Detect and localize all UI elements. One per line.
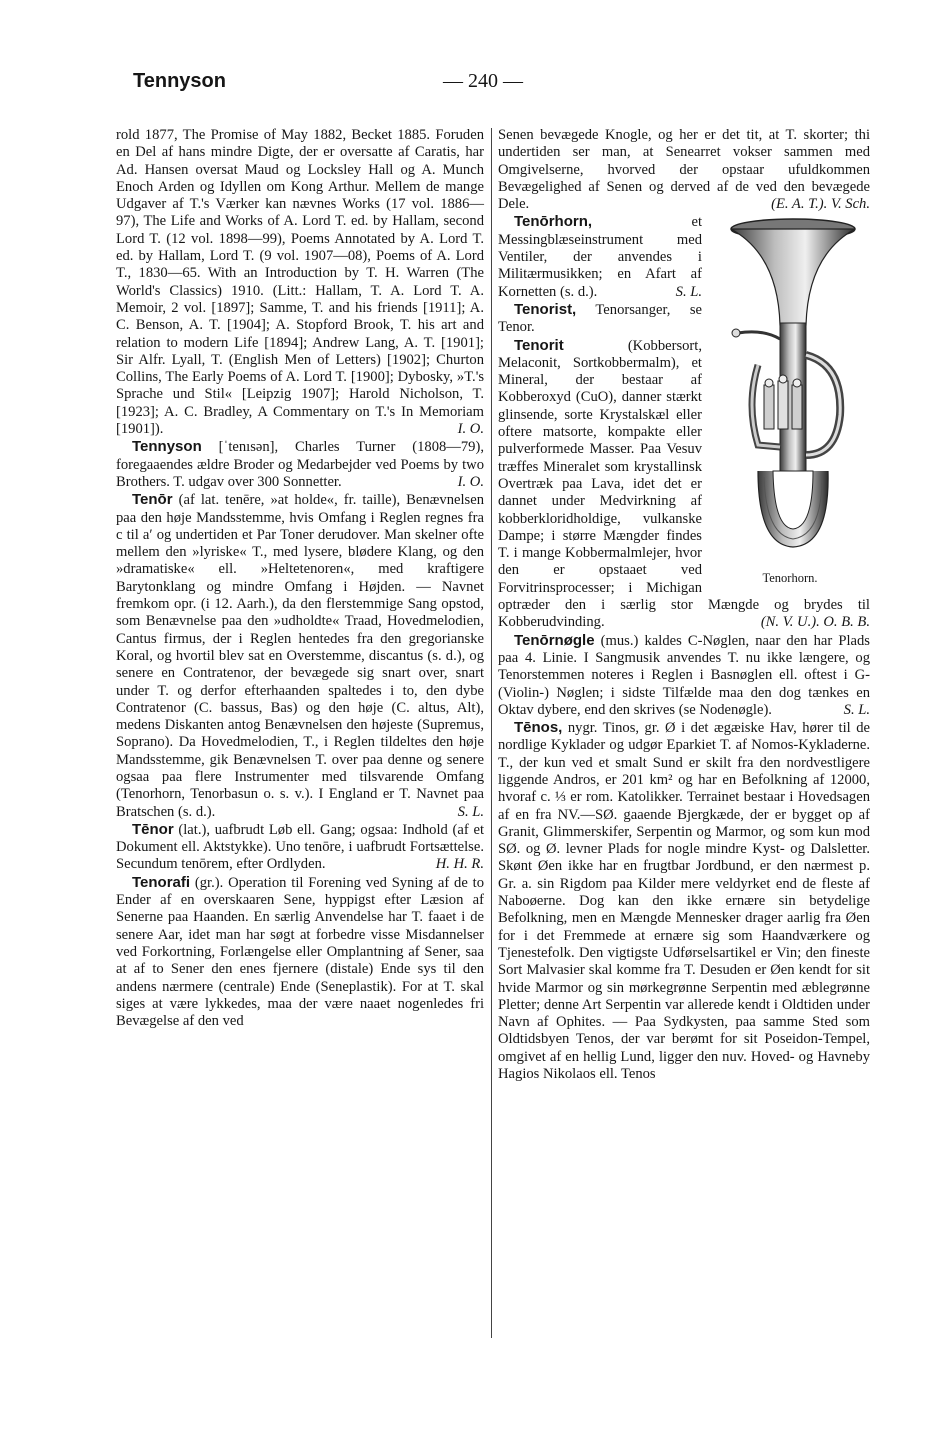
entry-text: rold 1877, The Promise of May 1882, Becket 1885. Foruden en Del af hans mindre Digte, der er oversatte af Caratis, har Ad. Hansen oversat Maud og Locksley Hall og A. Munch Enoch Arden og Idyllen om Kong Arthur. Mellem de mange Udgaver af T.'s Værker kan nævnes Works (17 vol. 1886—97), The Life and Works of A. Lord T. ed. by Hallam, second Lord T. (12 vol. 1898—99), Poems Annotated by A. Lord T. ed. by Hallam, Lord T. (9 vol. 1907—08), Poems of A. Lord T., 1830—65. With an Introduction by T. H. Warren (The World's Classics) 1910. (Litt.: Hallam, T. A. Lord T. A. Memoir, 2 vol. [1897]; Samme, T. and his friends [1911]; A. C. Benson, A. T. [1904]; A. Stopford Brook, T. his art and relation to modern Life [1894]; Andrew Lang, A. T. [1901]; Sir Alfr. Lyall, T. (English Men of Letters) [1902]; Churton Collins, The Early Poems of A. Lord T. [1900]; Dybosky, »T.'s Sprache und Stil« [Leipzig 1907]; Harold Nicholson, T. [1923]; A. C. Bradley, A Commentary on T.'s In Memoriam [1901]). xyxy=(116,127,484,438)
left-column xyxy=(116,127,484,1030)
entry-headword: Tenorist, xyxy=(514,300,577,318)
column-divider xyxy=(491,128,492,1338)
entry-headword: Tenōrhorn, xyxy=(514,213,593,231)
entry-headword: Tenōr xyxy=(132,491,173,509)
entry-tenorafi xyxy=(116,874,484,1031)
right-column xyxy=(498,127,870,1083)
entry-headword: Tenōrnøgle xyxy=(514,631,595,649)
entry-text: [ˈtenısən], Charles Turner (1808—79), foregaaendes ældre Broder og Medarbejder ved Poems by two Brothers. T. udgav over 300 Sonnetter. xyxy=(116,439,484,490)
entry-text: (Kobbersort, Melaconit, Sortkobbermalm), et Mineral, der bestaar af Kobberoxyd (CuO), danner stærkt glinsende, sorte Krystalskæl eller oftere matsorte, kompakte eller pulverformede Masser. Paa Vesuv træffes Mineralet som krystallinsk Overtræk paa Lava, idet det er dannet under Medvirkning af kobberkloridholdige, vulkanske Dampe; i større Mængder findes T. i mange Kobbermalmlejer, hvor den er opstaaet ved Forvitrinsprocesser; i Michigan optræder den i særlig stor Mængde og brydes til Kobberudvinding. xyxy=(498,337,870,631)
author-signature: I. O. xyxy=(457,473,484,490)
author-signature: (E. A. T.). V. Sch. xyxy=(771,196,870,213)
entry-text: nygr. Tinos, gr. Ø i det ægæiske Hav, hører til de nordlige Kyklader og udgør Eparkiet T. af Nomos-Kykladerne. T., der kun ved et smalt Sund er skilt fra den nordvestligere liggende Andros, er 201 km² og har en Befolkning af 12000, hvoraf c. ⅓ er rom. Katolikker. Terrainet bestaar i Hovedsagen af en fra NV.—SØ. gaaende Bjergkæde, der er bygget op af Granit, Glimmerskifer, Serpentin og Marmor, og som kun mod SØ. og Ø. levner Plads for nogle mindre Kyst- og Dalsletter. Skønt Øen ikke har en frugtbar Jordbund, er den nærmest p. Gr. a. sin Rigdom paa Kilder mere veldyrket end de fleste af Naboøerne. Dog kan den ikke ernære sin betydelige Befolkning, men en Mængde Mennesker drager aarlig fra Øen for i det Fremmede at ernære sig som Haandværkere og Tjenestefolk. Den vigtigste Udførselsartikel er Vin; den fineste Sort Malvasier skal komme fra T. Desuden er Øen kendt for sit hvide Marmor og sin mørkegrønne Serpentin med æblegrønne Pletter; denne Art Serpentin var allerede kendt i Oldtiden under Navn af Ophites. — Paa Sydkysten, paa samme Sted som Oldtidsbyen Tenos, der var berømt for sit Poseidon-Tempel, omgivet af en hellig Lund, ligger den nuv. Hoved- og Havneby Hagios Nikolaos ell. Tenos xyxy=(498,720,870,1083)
tenorhorn-illustration xyxy=(710,215,870,585)
entry-text: et Messingblæseinstrument med Ventiler, der anvendes i Militærmusikken; en Afart af Kornetten (s. d.). xyxy=(498,214,702,300)
author-signature: S. L. xyxy=(843,701,870,718)
author-signature: I. O. xyxy=(457,421,484,438)
entry-headword: Tennyson xyxy=(132,438,202,456)
entry-headword: Tenorit xyxy=(514,336,564,354)
entry-text: (lat.), uafbrudt Løb ell. Gang; ogsaa: Indhold (af et Dokument ell. Aktstykke). Uno tenōre, i uafbrudt Fortsættelse. Secundum tenōrem, efter Ordlyden. xyxy=(116,821,484,873)
entry-text: (gr.). Operation til Forening ved Syning af de to Ender af en overskaaren Sene, hyppigst efter Læsion af Senerne paa Haanden. En særlig Anvendelse har T. faaet i de senere Aar, idet man har søgt at forbedre visse Misdannelser ved Forkortning, Forlængelse eller Omplantning af Sener, saa at af to Sener den enes fjernere (distale) Ende sys til den andens nærmere (centrale) Ende (Seneplastik). For at T. skal siges at være lykkedes, maa der være naaet nogenledes fri Bevægelse af den ved xyxy=(116,874,484,1030)
author-signature: H. H. R. xyxy=(435,856,484,873)
running-head-word: Tennyson xyxy=(133,70,226,92)
entry-tenornogle xyxy=(498,632,870,719)
entry-text: Tenorsanger, se Tenor. xyxy=(498,301,702,336)
entry-tennyson-charles xyxy=(116,438,484,491)
page-number: — 240 — xyxy=(443,70,523,92)
author-signature: (N. V. U.). O. B. B. xyxy=(760,614,870,631)
entry-headword: Tēnor xyxy=(132,820,174,838)
entry-tenor xyxy=(116,491,484,821)
entry-headword: Tēnos, xyxy=(514,719,563,737)
entry-tenos xyxy=(498,719,870,1083)
entry-headword: Tenorafi xyxy=(132,873,191,891)
entry-continuation xyxy=(116,127,484,438)
entry-tenor-lat xyxy=(116,821,484,874)
page-header xyxy=(133,70,873,100)
entry-text: (af lat. tenēre, »at holde«, fr. taille), Benævnelsen paa den høje Mandsstemme, hvis Omfang i Reglen regnes fra c til a′ og undertiden et Par Toner derudover. Man skelner ofte mellem den »lyriske« T., med lysere, blødere Klang, og den »dramatiske« ell. »Heltetenoren«, med kraftigere Barytonklang og mindre Omfang i Højden. — Navnet fremkom opr. (i 12. Aarh.), da den flerstemmige Sang opstod, som Benævnelse paa den »udholdte« Traad, Hovedmelodien, Cantus firmus, der i Reglen hentedes fra den gregorianske Koral, og hvortil blev sat en Overstemme, discantus (s. d.), og senere en Contratenor, der bevægede sig snart over, snart under T. og derfor efterhaanden spaltedes i to, den dybe Contratenor (C. bassus, Bas) og den høje (C. altus, Alt), medens Diskanten antog Benævnelsen den højeste (Supremus, Soprano). Da Hovedmelodien, T., i Reglen tildeltes den høje Mandsstemme, gik Benævnelsen T. over paa denne og senere ogsaa paa flere Instrumenter med tilsvarende Omfang (Tenorhorn, Tenorbasun o. s. v.). I England er T. Navnet paa Bratschen (s. d.). xyxy=(116,492,484,820)
tenorhorn-icon xyxy=(718,215,868,565)
author-signature: S. L. xyxy=(457,803,484,820)
entry-continuation xyxy=(498,127,870,213)
entry-text: Senen bevægede Knogle, og her er det tit, at T. skorter; thi undertiden ser man, at Senearret vokser sammen med Omgivelserne, hvorved der opstaar ufuldkommen Bevægelighed af Senen og derved af de ved den bevægede Dele. xyxy=(498,127,870,213)
figure-caption: Tenorhorn. xyxy=(762,571,818,586)
author-signature: S. L. xyxy=(675,283,702,300)
entry-text: (mus.) kaldes C-Nøglen, naar den har Plads paa 4. Linie. I Sangmusik anvendes T. nu ikke længere, og Tenorstemmen noteres i Reglen i Basnøglen ell. oftest i G-(Violin-) Nøglen; i sidste Tilfælde maa den dog tænkes en Oktav dybere, end den skrives (se Nodenøgle). xyxy=(498,632,870,718)
